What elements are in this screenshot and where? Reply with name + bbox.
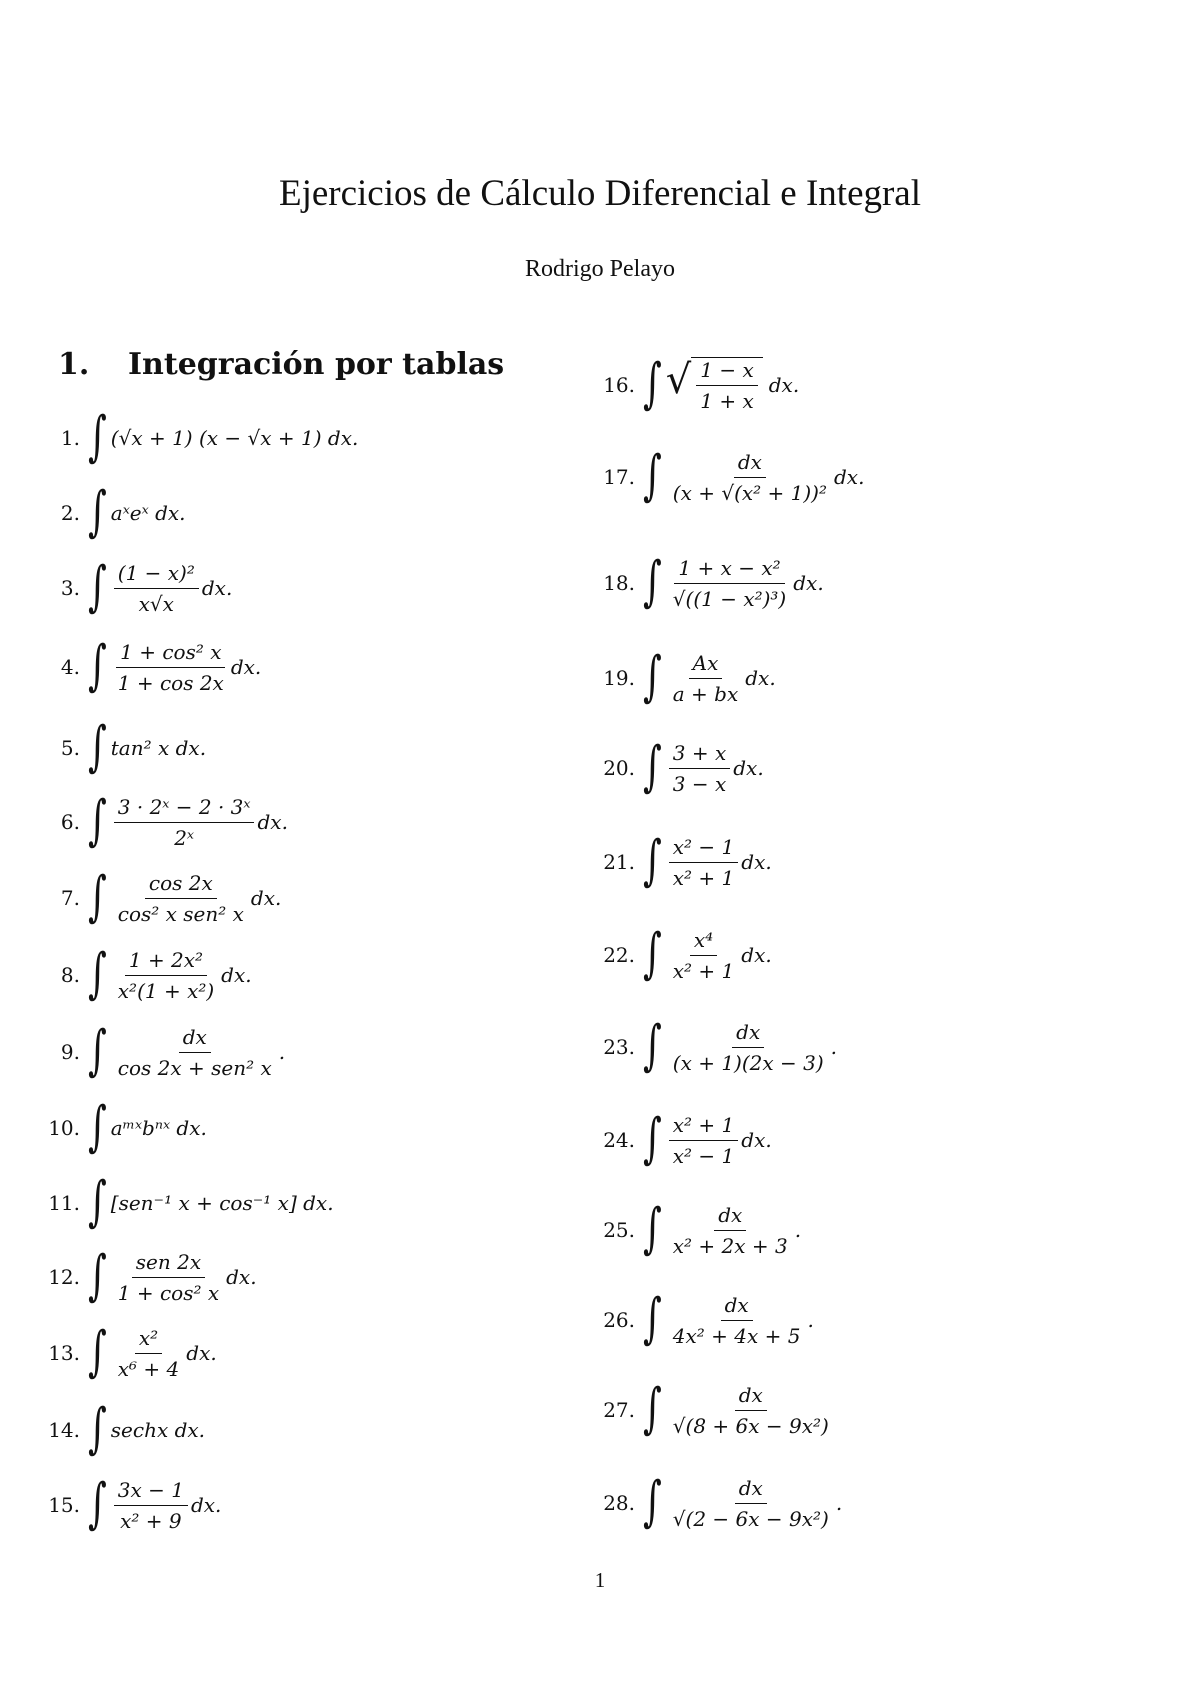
numerator: x⁴ (690, 928, 717, 956)
differential: . (807, 1308, 814, 1332)
exercise-11 (40, 1173, 334, 1233)
integrand: aˣeˣ dx. (110, 501, 186, 525)
integral-sign: ∫ (88, 481, 107, 543)
exercise-13 (40, 1323, 217, 1383)
numerator: x² − 1 (669, 835, 739, 863)
denominator: √((1 − x²)³) (672, 586, 787, 611)
differential: . (830, 1035, 838, 1059)
exercise-22 (595, 925, 772, 985)
integral-sign: ∫ (643, 1108, 662, 1170)
denominator: √(2 − 6x − 9x²) (672, 1506, 829, 1531)
denominator: x√x (138, 591, 174, 616)
integral-sign: ∫ (88, 1020, 107, 1082)
numerator: dx (721, 1293, 753, 1321)
integral-sign: ∫ (643, 830, 662, 892)
integral-sign: ∫ (643, 1288, 662, 1350)
differential: dx. (221, 963, 252, 987)
denominator: 1 + cos² x (117, 1280, 220, 1305)
differential: dx. (745, 666, 776, 690)
integral-sign: ∫ (88, 790, 107, 852)
numerator: 3x − 1 (114, 1478, 188, 1506)
integral-sign: ∫ (643, 923, 662, 985)
fraction (669, 1383, 833, 1438)
section-heading (58, 347, 504, 382)
exercise-label: 17. (603, 465, 635, 489)
integral-sign: ∫ (643, 646, 662, 708)
numerator: dx (735, 1476, 767, 1504)
numerator: x² + 1 (669, 1113, 739, 1141)
exercise-19 (595, 648, 776, 708)
denominator: a + bx (672, 681, 739, 706)
fraction (669, 1113, 739, 1168)
fraction (114, 1478, 188, 1533)
exercise-label: 4. (60, 655, 80, 679)
exercise-18 (595, 553, 824, 613)
section-title: Integración por tablas (128, 347, 505, 382)
differential: . (794, 1218, 802, 1242)
exercise-label: 5. (60, 736, 80, 760)
numerator: dx (714, 1203, 746, 1231)
denominator: x² − 1 (672, 1143, 735, 1168)
numerator: dx (179, 1025, 211, 1053)
fraction (669, 1203, 792, 1258)
numerator: dx (734, 450, 766, 478)
denominator: x²(1 + x²) (117, 978, 215, 1003)
exercise-label: 12. (48, 1265, 80, 1289)
fraction (696, 358, 757, 413)
numerator: 1 − x (696, 358, 757, 386)
exercise-3 (40, 558, 232, 618)
differential: dx. (190, 1493, 222, 1517)
numerator: x² (135, 1326, 162, 1354)
fraction (114, 1326, 184, 1381)
integral-sign: ∫ (643, 551, 662, 613)
integral-sign: ∫ (88, 556, 107, 618)
exercise-10 (40, 1098, 207, 1158)
exercise-28 (595, 1473, 842, 1533)
differential: dx. (186, 1341, 217, 1365)
numerator: 3 · 2ˣ − 2 · 3ˣ (114, 795, 255, 823)
document-author: Rodrigo Pelayo (525, 256, 675, 282)
denominator: x² + 1 (672, 865, 735, 890)
integral-sign: ∫ (643, 1015, 662, 1077)
differential: . (278, 1040, 286, 1064)
exercise-label: 21. (603, 850, 635, 874)
integral-sign: ∫ (643, 1198, 662, 1260)
exercise-14 (40, 1400, 205, 1460)
exercise-26 (595, 1290, 814, 1350)
denominator: 3 − x (672, 771, 727, 796)
fraction (669, 741, 730, 796)
integral-sign: ∫ (643, 353, 662, 415)
denominator: √(8 + 6x − 9x²) (672, 1413, 829, 1438)
denominator: cos² x sen² x (117, 901, 244, 926)
fraction (114, 948, 218, 1003)
integral-sign: ∫ (643, 1378, 662, 1440)
denominator: x² + 9 (120, 1508, 182, 1533)
exercise-label: 18. (603, 571, 635, 595)
radicand (691, 357, 762, 413)
exercise-label: 10. (48, 1116, 80, 1140)
differential: dx. (833, 465, 865, 489)
differential: dx. (733, 756, 764, 780)
exercise-2 (40, 483, 186, 543)
fraction (114, 561, 199, 616)
exercise-24 (595, 1110, 772, 1170)
numerator: Ax (689, 651, 723, 679)
denominator: 1 + cos 2x (117, 670, 224, 695)
denominator: x² + 2x + 3 (672, 1233, 788, 1258)
integrand: sechx dx. (110, 1418, 206, 1442)
document-title: Ejercicios de Cálculo Diferencial e Integral (278, 173, 922, 214)
exercise-label: 20. (603, 756, 635, 780)
integral-sign: ∫ (88, 1096, 107, 1158)
exercise-17 (595, 447, 864, 507)
integral-sign: ∫ (88, 1171, 107, 1233)
fraction (669, 928, 739, 983)
exercise-7 (40, 868, 281, 928)
fraction (114, 1250, 223, 1305)
differential: dx. (201, 576, 233, 600)
denominator: x⁶ + 4 (117, 1356, 180, 1381)
exercise-label: 19. (603, 666, 635, 690)
denominator: x² + 1 (672, 958, 735, 983)
fraction (114, 640, 228, 695)
exercise-23 (595, 1017, 837, 1077)
integrand: (√x + 1) (x − √x + 1) dx. (110, 426, 359, 450)
exercise-label: 8. (60, 963, 80, 987)
exercise-label: 24. (603, 1128, 635, 1152)
numerator: 3 + x (669, 741, 730, 769)
numerator: sen 2x (132, 1250, 205, 1278)
exercise-label: 1. (60, 426, 80, 450)
integral-sign: ∫ (88, 1245, 107, 1307)
exercise-4 (40, 637, 261, 697)
numerator: dx (735, 1383, 767, 1411)
integral-sign: ∫ (88, 635, 107, 697)
exercise-label: 26. (603, 1308, 635, 1332)
exercise-label: 2. (60, 501, 80, 525)
exercise-label: 23. (603, 1035, 635, 1059)
page-number: 1 (594, 1568, 606, 1592)
fraction (669, 556, 790, 611)
fraction (669, 1293, 805, 1348)
integral-sign: ∫ (643, 1471, 662, 1533)
exercise-12 (40, 1247, 257, 1307)
integral-sign: ∫ (88, 1398, 107, 1460)
differential: dx. (741, 943, 772, 967)
integral-sign: ∫ (643, 736, 662, 798)
exercise-8 (40, 945, 252, 1005)
exercise-label: 11. (48, 1191, 80, 1215)
fraction (114, 871, 248, 926)
differential: dx. (226, 1265, 257, 1289)
numerator: (1 − x)² (114, 561, 199, 589)
fraction (669, 651, 742, 706)
exercise-6 (40, 792, 288, 852)
exercise-15 (40, 1475, 221, 1535)
fraction (669, 835, 739, 890)
differential: . (835, 1491, 843, 1515)
square-root (666, 357, 763, 413)
exercise-label: 9. (60, 1040, 80, 1064)
differential: dx. (257, 810, 288, 834)
denominator: 2ˣ (174, 825, 195, 850)
differential: dx. (741, 850, 772, 874)
differential: dx. (250, 886, 282, 910)
exercise-label: 25. (603, 1218, 635, 1242)
exercise-label: 16. (603, 373, 635, 397)
exercise-27 (595, 1380, 836, 1440)
exercise-label: 3. (60, 576, 80, 600)
section-number: 1. (58, 347, 90, 382)
numerator: 1 + x − x² (674, 556, 784, 584)
differential: dx. (230, 655, 262, 679)
integral-sign: ∫ (88, 866, 107, 928)
exercise-label: 6. (60, 810, 80, 834)
integrand: [sen⁻¹ x + cos⁻¹ x] dx. (110, 1191, 334, 1215)
denominator: (x + √(x² + 1))² (672, 480, 827, 505)
denominator: 4x² + 4x + 5 (672, 1323, 801, 1348)
exercise-label: 7. (60, 886, 80, 910)
exercise-25 (595, 1200, 801, 1260)
exercise-label: 14. (48, 1418, 80, 1442)
numerator: dx (732, 1020, 764, 1048)
fraction (669, 1476, 833, 1531)
exercise-label: 22. (603, 943, 635, 967)
exercise-16 (595, 355, 799, 415)
exercise-21 (595, 832, 772, 892)
exercise-label: 28. (603, 1491, 635, 1515)
integral-sign: ∫ (643, 445, 662, 507)
exercise-label: 13. (48, 1341, 80, 1365)
differential: dx. (768, 373, 800, 397)
differential: dx. (793, 571, 824, 595)
exercise-9 (40, 1022, 285, 1082)
exercise-20 (595, 738, 764, 798)
fraction (114, 795, 255, 850)
exercise-label: 15. (48, 1493, 80, 1517)
fraction (669, 1020, 828, 1075)
denominator: cos 2x + sen² x (117, 1055, 272, 1080)
integral-sign: ∫ (88, 716, 107, 778)
exercise-label: 27. (603, 1398, 635, 1422)
denominator: 1 + x (700, 389, 754, 413)
exercise-5 (40, 718, 206, 778)
numerator: 1 + cos² x (116, 640, 225, 668)
numerator: cos 2x (145, 871, 217, 899)
exercise-1 (40, 408, 358, 468)
integrand: aᵐˣbⁿˣ dx. (110, 1116, 207, 1140)
radical-sign: √ (665, 357, 692, 403)
differential: dx. (741, 1128, 772, 1152)
integral-sign: ∫ (88, 1473, 107, 1535)
fraction (114, 1025, 276, 1080)
fraction (669, 450, 831, 505)
integral-sign: ∫ (88, 406, 107, 468)
integral-sign: ∫ (88, 1321, 107, 1383)
integrand: tan² x dx. (110, 736, 207, 760)
denominator: (x + 1)(2x − 3) (672, 1050, 824, 1075)
integral-sign: ∫ (88, 943, 107, 1005)
numerator: 1 + 2x² (125, 948, 207, 976)
